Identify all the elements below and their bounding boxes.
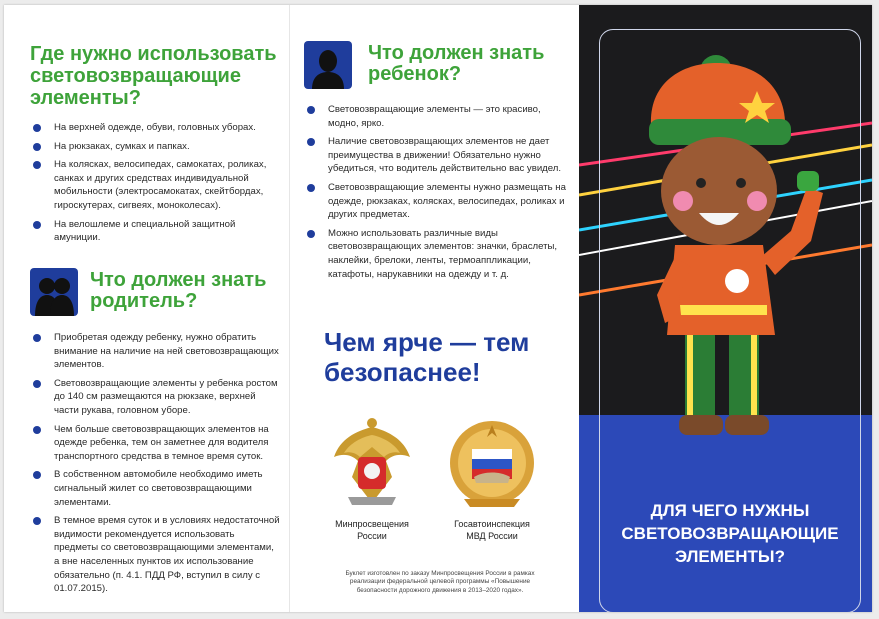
list-item: На рюкзаках, сумках и папках. — [30, 140, 280, 154]
traffic-police-label-line1: Госавтоинспекция — [454, 519, 530, 529]
panel-left — [4, 5, 289, 612]
section-title-parent: Что должен знать родитель? — [90, 269, 267, 312]
ministry-label-line1: Минпросвещения — [335, 519, 409, 529]
list-item: Приобретая одежду ребенку, нужно обратить внимание на наличие на ней световозвращающих элементов. — [30, 331, 280, 372]
list-item: На велошлеме и специальной защитной амуниции. — [30, 218, 280, 245]
where-list — [30, 121, 280, 245]
brochure — [4, 5, 872, 612]
list-item: На колясках, велосипедах, самокатах, роликах, санках и других средствах индивидуальной мобильности (электросамокатах, скейтбордах, гироскутерах, сигвеях, моноколесах). — [30, 158, 280, 212]
panel-right — [579, 5, 872, 612]
list-item: На верхней одежде, обуви, головных уборах. — [30, 121, 280, 135]
traffic-police-label-line2: МВД России — [466, 531, 518, 541]
list-item: Световозвращающие элементы нужно размещать на одежде, рюкзаках, колясках, велосипедах, роликах и других предметах. — [304, 181, 570, 222]
section-where — [30, 43, 280, 250]
traffic-police-emblem-icon — [444, 417, 540, 513]
section-title-where: Где нужно использовать световозвращающие элементы? — [30, 43, 277, 109]
section-title-child: Что должен знать ребенок? — [368, 42, 545, 85]
panel-middle — [289, 5, 579, 612]
list-item: Наличие световозвращающих элементов не дает преимущества в движении! Обязательно нужно убедиться, что водитель действительно вас увидел. — [304, 135, 570, 176]
child-icon — [304, 41, 352, 89]
list-item: Можно использовать различные виды световозвращающих элементов: значки, браслеты, наклейки, брелоки, ленты, термоаппликации, катафоты, нарукавники на одежду и т. д. — [304, 227, 570, 281]
ministry-emblem-icon — [326, 417, 418, 513]
footnote: Буклет изготовлен по заказу Минпросвещения России в рамках реализации федеральной целевой программы «Повышение безопасности дорожного движения в 2013–2020 годах». — [345, 570, 535, 594]
ministry-label-line2: России — [357, 531, 387, 541]
parents-icon — [30, 268, 78, 316]
list-item: Чем больше световозвращающих элементов на одежде ребенка, тем он заметнее для водителя транспортного средства в темное время суток. — [30, 423, 280, 464]
cta-title: ДЛЯ ЧЕГО НУЖНЫ СВЕТОВОЗВРАЩАЮЩИЕ ЭЛЕМЕНТЫ? — [621, 501, 839, 566]
parent-list — [30, 331, 280, 601]
list-item: В собственном автомобиле необходимо иметь сигнальный жилет со световозвращающими элементами. — [30, 468, 280, 509]
list-item: В темное время суток и в условиях недостаточной видимости рекомендуется использовать предметы со световозвращающими элементами, а вне населенных пунктов их использование обязательно (п. 4.1. ПДД РФ, вступил в силу с 01.07.2015). — [30, 514, 280, 596]
list-item: Световозвращающие элементы — это красиво, модно, ярко. — [304, 103, 570, 130]
child-list — [304, 103, 570, 286]
traffic-police-label — [432, 518, 552, 542]
slogan: Чем ярче — тем безопаснее! — [324, 327, 530, 387]
list-item: Световозвращающие элементы у ребенка ростом до 140 см размещаются на рюкзаке, верхней части рукава, головном уборе. — [30, 377, 280, 418]
ministry-label — [312, 518, 432, 542]
